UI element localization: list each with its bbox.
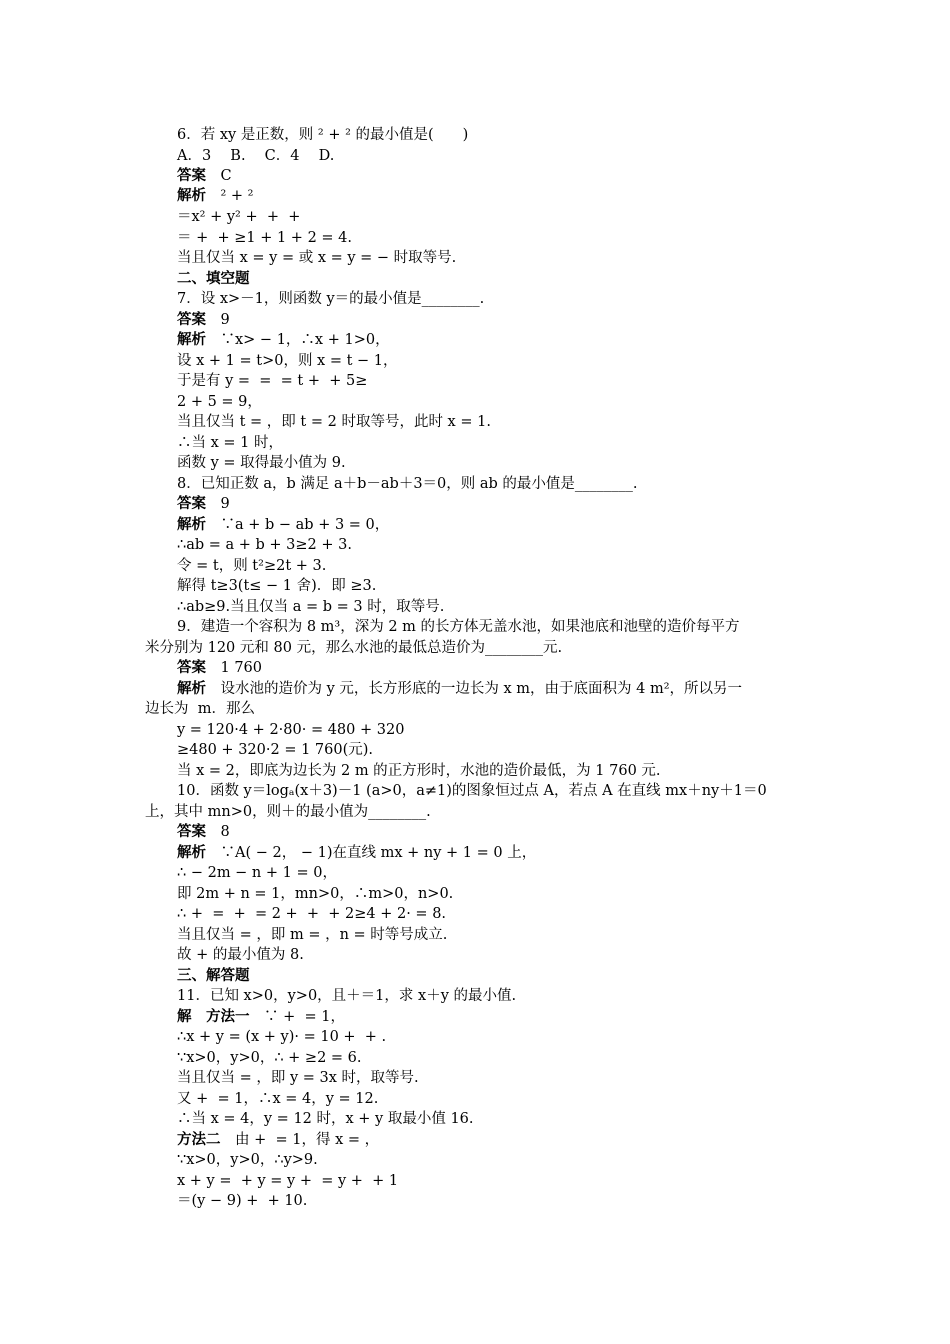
label-emphasis: 答案 [177,167,206,184]
text-line: ∴当 x = 1 时， [177,435,283,451]
text-line: ＝ + + ≥1 + 1 + 2 = 4. [177,230,352,246]
text-line: ∴ − 2m − n + 1 = 0， [177,865,337,881]
label-emphasis: 答案 [177,823,206,840]
analysis-6 [177,186,254,206]
label-emphasis: 解析 [177,331,206,348]
question-8: 8．已知正数 a，b 满足 a＋b－ab＋3＝0，则 ab 的最小值是________. [177,476,638,492]
text-line: 函数 y = 取得最小值为 9. [177,455,346,471]
text-line: 又 + = 1，∴x = 4，y = 12. [177,1091,379,1107]
label-rest: ∵A( − 2， − 1)在直线 mx + ny + 1 = 0 上， [206,845,537,861]
text-line: ∴ab = a + b + 3≥2 + 3. [177,537,352,553]
text-line: ＝(y − 9) + + 10. [177,1193,308,1209]
answer-8 [177,494,230,514]
label-emphasis: 答案 [177,311,206,328]
text-line: 2 + 5 = 9， [177,394,262,410]
label-emphasis: 解析 [177,844,206,861]
analysis-10 [177,843,536,863]
question-10: 10．函数 y＝logₐ(x＋3)－1 (a>0，a≠1)的图象恒过点 A，若点 A 在直线 mx＋ny＋1＝0 [177,783,767,799]
label-emphasis: 答案 [177,659,206,676]
text-line: 当且仅当 = ，即 m = ，n = 时等号成立. [177,927,448,943]
label-rest: C [206,168,232,184]
text-line: ∴ab≥9.当且仅当 a = b = 3 时，取等号. [177,599,445,615]
solution-11-method-2 [177,1130,379,1150]
question-6-options: A．3 B. C．4 D. [177,148,335,164]
question-10-cont: 上，其中 mn>0，则＋的最小值为________. [145,804,431,820]
question-9-cont: 米分别为 120 元和 80 元，那么水池的最低总造价为________元. [145,640,563,656]
question-11: 11．已知 x>0，y>0，且＋＝1，求 x＋y 的最小值. [177,988,517,1004]
label-rest: ∵a + b − ab + 3 = 0， [206,517,390,533]
label-rest: ∵ + = 1， [249,1009,345,1025]
question-7: 7．设 x>－1，则函数 y＝的最小值是________. [177,291,485,307]
label-emphasis: 解析 [177,187,206,204]
question-6: 6．若 xy 是正数，则 ² + ² 的最小值是( ) [177,127,469,143]
section-heading-fill-blank: 二、填空题 [177,270,250,287]
answer-6 [177,166,232,186]
text-line: y = 120·4 + 2·80· = 480 + 320 [177,722,405,738]
analysis-7 [177,330,390,350]
text-line: ≥480 + 320·2 = 1 760(元). [177,742,374,758]
text-line: ∴x + y = (x + y)· = 10 + + . [177,1029,387,1045]
label-rest: ² + ² [206,188,254,204]
text-line: 当 x = 2，即底为边长为 2 m 的正方形时，水池的造价最低，为 1 760 元. [177,763,661,779]
label-emphasis: 方法二 [177,1131,221,1148]
text-line: x + y = + y = y + = y + + 1 [177,1173,399,1189]
label-rest: 8 [206,824,230,840]
answer-9 [177,658,262,678]
answer-7 [177,310,230,330]
label-rest: 9 [206,312,230,328]
text-line: 令 = t，则 t²≥2t + 3. [177,558,327,574]
text-line: 故 + 的最小值为 8. [177,947,304,963]
label-emphasis: 解 方法一 [177,1008,250,1025]
text-line: ∴当 x = 4，y = 12 时，x + y 取最小值 16. [177,1111,474,1127]
text-line: 设 x + 1 = t>0，则 x = t − 1， [177,353,398,369]
label-emphasis: 答案 [177,495,206,512]
text-line: ∵x>0，y>0，∴ + ≥2 = 6. [177,1050,362,1066]
text-line: ∵x>0，y>0，∴y>9. [177,1152,318,1168]
text-line: 于是有 y = = = t + + 5≥ [177,373,368,389]
answer-10 [177,822,230,842]
text-line: 当且仅当 t = ，即 t = 2 时取等号，此时 x = 1. [177,414,491,430]
question-9: 9．建造一个容积为 8 m³，深为 2 m 的长方体无盖水池，如果池底和池壁的造价每平方 [177,619,740,635]
section-heading-answer: 三、解答题 [177,967,250,984]
analysis-9 [177,679,742,699]
label-emphasis: 解析 [177,516,206,533]
label-rest: 设水池的造价为 y 元，长方形底的一边长为 x m，由于底面积为 4 m²，所以另一 [206,681,743,697]
label-emphasis: 解析 [177,680,206,697]
text-line: 边长为 m．那么 [145,701,255,717]
label-rest: 由 + = 1，得 x = ， [220,1132,380,1148]
text-line: ＝x² + y² + + + [177,209,305,225]
text-line: ∴ + = + = 2 + + + 2≥4 + 2· = 8. [177,906,447,922]
text-line: 当且仅当 = ，即 y = 3x 时，取等号. [177,1070,419,1086]
text-line: 即 2m + n = 1，mn>0，∴m>0，n>0. [177,886,454,902]
solution-11-method-1 [177,1007,345,1027]
label-rest: 9 [206,496,230,512]
label-rest: ∵x> − 1，∴x + 1>0， [206,332,390,348]
text-line: 当且仅当 x = y = 或 x = y = − 时取等号. [177,250,457,266]
text-line: 解得 t≥3(t≤ − 1 舍)．即 ≥3. [177,578,377,594]
analysis-8 [177,515,389,535]
label-rest: 1 760 [206,660,263,676]
